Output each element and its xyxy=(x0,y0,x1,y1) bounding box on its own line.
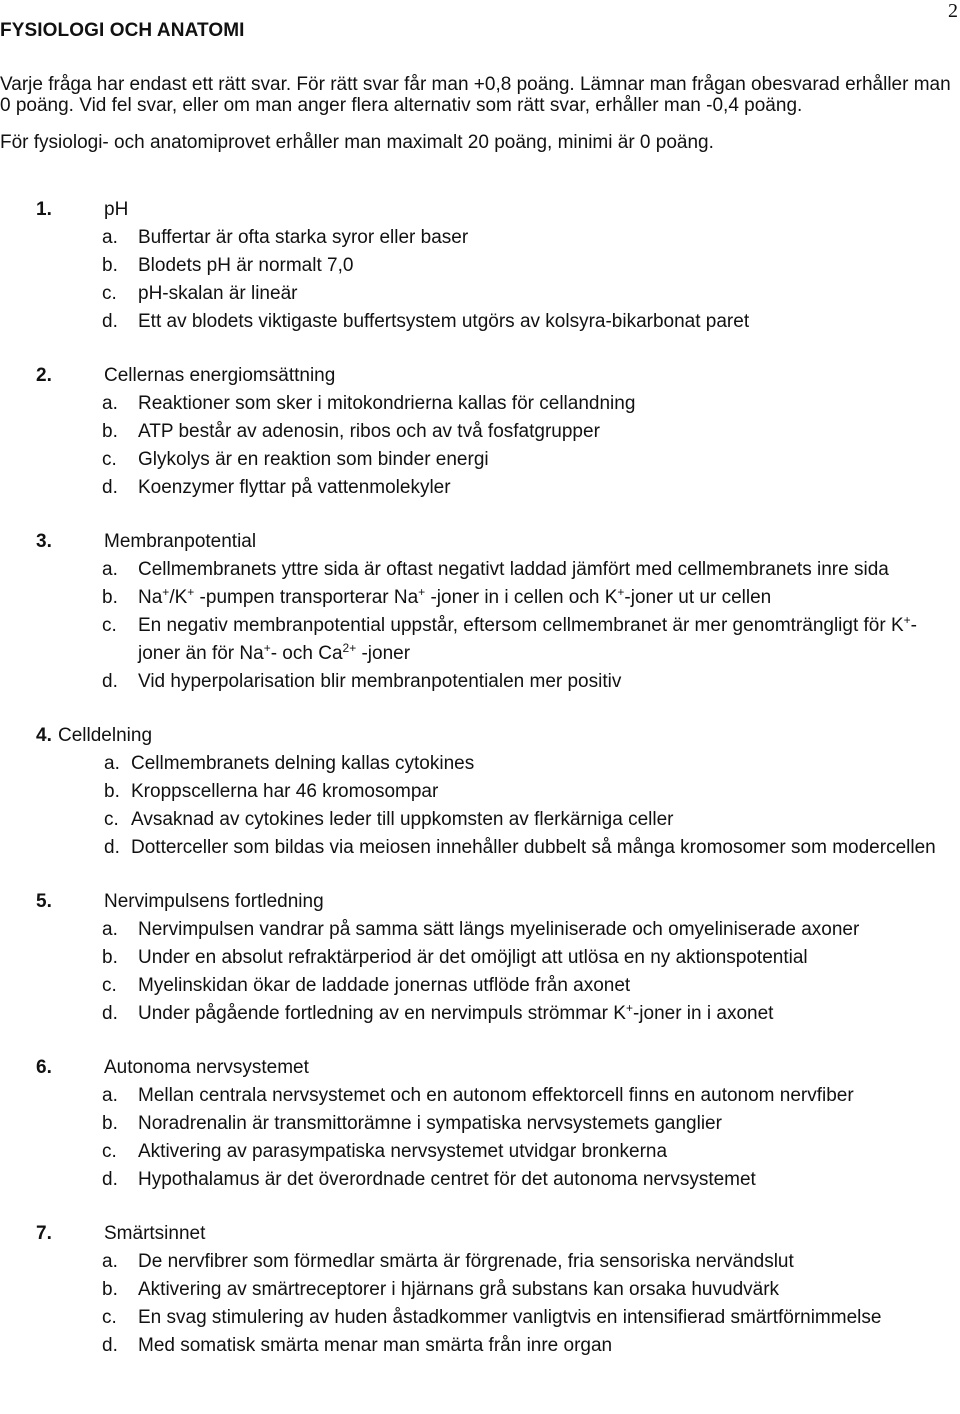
option-text: pH-skalan är lineär xyxy=(138,283,298,304)
question-number: 3. xyxy=(36,531,52,552)
option-text-part: -pumpen transporterar Na xyxy=(194,587,419,608)
answer-option xyxy=(0,1138,960,1166)
answer-option xyxy=(0,252,960,280)
option-letter: d. xyxy=(102,311,118,332)
answer-option xyxy=(0,1304,960,1332)
option-letter: a. xyxy=(102,393,118,414)
instructions-scoring: Varje fråga har endast ett rätt svar. För rätt svar får man +0,8 poäng. Lämnar man frågan obesvarad erhåller man 0 poäng. Vid fel svar, eller om man anger flera alternativ som rätt svar, erhåller man -0,4 poäng. xyxy=(0,74,951,116)
option-letter: d. xyxy=(102,1003,118,1024)
answer-option xyxy=(0,944,960,972)
question-heading xyxy=(0,196,960,224)
option-letter: c. xyxy=(102,283,117,304)
answer-option xyxy=(0,584,960,612)
question-6 xyxy=(0,1054,960,1194)
option-text: De nervfibrer som förmedlar smärta är förgrenade, fria sensoriska nervändslut xyxy=(138,1251,794,1272)
option-letter: a. xyxy=(102,1085,118,1106)
answer-options xyxy=(0,390,960,502)
question-list xyxy=(0,196,960,1360)
question-number: 7. xyxy=(36,1223,52,1244)
option-letter: b. xyxy=(102,1113,118,1134)
question-number: 4. xyxy=(36,725,52,746)
answer-options xyxy=(0,224,960,336)
answer-options xyxy=(0,916,960,1028)
answer-option xyxy=(0,750,960,778)
question-number: 5. xyxy=(36,891,52,912)
question-title: Membranpotential xyxy=(104,531,257,552)
answer-option xyxy=(0,668,960,696)
option-letter: d. xyxy=(102,477,118,498)
question-4 xyxy=(0,722,960,862)
question-title: Autonoma nervsystemet xyxy=(104,1057,309,1078)
superscript-charge: + xyxy=(187,585,195,599)
option-text: Cellmembranets delning kallas cytokines xyxy=(131,753,475,774)
answer-option xyxy=(0,446,960,474)
answer-options xyxy=(0,556,960,696)
option-text: Avsaknad av cytokines leder till uppkomsten av flerkärniga celler xyxy=(131,809,674,830)
answer-option xyxy=(0,806,960,834)
option-letter: c. xyxy=(102,1307,117,1328)
question-title: Smärtsinnet xyxy=(104,1223,206,1244)
question-number: 6. xyxy=(36,1057,52,1078)
option-letter: a. xyxy=(102,1251,118,1272)
question-number: 2. xyxy=(36,365,52,386)
answer-option xyxy=(0,834,960,862)
option-text: Cellmembranets yttre sida är oftast negativt laddad jämfört med cellmembranets inre sida xyxy=(138,559,889,580)
option-letter: d. xyxy=(102,671,118,692)
option-text: Reaktioner som sker i mitokondrierna kallas för cellandning xyxy=(138,393,636,414)
answer-option xyxy=(0,308,960,336)
option-text-part: - och Ca xyxy=(270,643,343,664)
question-5 xyxy=(0,888,960,1028)
option-text: Med somatisk smärta menar man smärta från inre organ xyxy=(138,1335,613,1356)
option-letter: c. xyxy=(102,1141,117,1162)
answer-option xyxy=(0,972,960,1000)
option-text: ATP består av adenosin, ribos och av två fosfatgrupper xyxy=(138,421,600,442)
answer-option xyxy=(0,1276,960,1304)
question-heading xyxy=(0,888,960,916)
question-heading xyxy=(0,1220,960,1248)
option-letter: b. xyxy=(102,255,118,276)
superscript-charge: + xyxy=(903,613,911,627)
option-letter: b. xyxy=(102,421,118,442)
answer-options xyxy=(0,1082,960,1194)
answer-option xyxy=(0,556,960,584)
option-text: Hypothalamus är det överordnade centret för det autonoma nervsystemet xyxy=(138,1169,756,1190)
answer-option xyxy=(0,1332,960,1360)
option-text: Buffertar är ofta starka syror eller baser xyxy=(138,227,469,248)
option-text xyxy=(138,584,960,612)
instructions-max-points: För fysiologi- och anatomiprovet erhåller man maximalt 20 poäng, minimi är 0 poäng. xyxy=(0,132,714,153)
option-text: Dotterceller som bildas via meiosen innehåller dubbelt så många kromosomer som modercellen xyxy=(131,837,936,858)
option-text: Aktivering av smärtreceptorer i hjärnans grå substans kan orsaka huvudvärk xyxy=(138,1279,780,1300)
question-1 xyxy=(0,196,960,336)
answer-option xyxy=(0,1000,960,1028)
superscript-charge: + xyxy=(263,641,271,655)
option-text-part: -joner in i cellen och K xyxy=(425,587,618,608)
option-letter: b. xyxy=(102,947,118,968)
answer-option xyxy=(0,612,960,668)
option-text-part: -joner ut ur cellen xyxy=(624,587,772,608)
option-text xyxy=(138,612,960,668)
option-text-part: -joner xyxy=(356,643,411,664)
instructions xyxy=(0,74,955,153)
question-heading xyxy=(0,1054,960,1082)
superscript-charge: 2+ xyxy=(342,641,357,655)
option-text: Vid hyperpolarisation blir membranpotentialen mer positiv xyxy=(138,671,622,692)
question-heading xyxy=(0,722,960,750)
answer-option xyxy=(0,778,960,806)
option-letter: d. xyxy=(104,837,120,858)
option-text: Aktivering av parasympatiska nervsystemet utvidgar bronkerna xyxy=(138,1141,668,1162)
option-text-part: Na xyxy=(138,587,163,608)
superscript-charge: + xyxy=(617,585,625,599)
option-letter: b. xyxy=(102,1279,118,1300)
superscript-charge: + xyxy=(418,585,426,599)
answer-option xyxy=(0,224,960,252)
page-number: 2 xyxy=(948,0,958,22)
option-text: Noradrenalin är transmittorämne i sympatiska nervsystemets ganglier xyxy=(138,1113,722,1134)
option-text-part: En negativ membranpotential uppstår, eftersom cellmembranet är mer genomträngligt för K xyxy=(138,615,904,636)
option-letter: a. xyxy=(102,559,118,580)
option-text: Myelinskidan ökar de laddade jonernas utflöde från axonet xyxy=(138,975,631,996)
option-text-part: /K xyxy=(169,587,188,608)
option-letter: c. xyxy=(102,615,117,636)
answer-option xyxy=(0,1110,960,1138)
option-text: Under en absolut refraktärperiod är det omöjligt att utlösa en ny aktionspotential xyxy=(138,947,808,968)
answer-options xyxy=(0,1248,960,1360)
question-7 xyxy=(0,1220,960,1360)
option-letter: d. xyxy=(102,1335,118,1356)
option-letter: c. xyxy=(102,449,117,470)
answer-option xyxy=(0,916,960,944)
question-heading xyxy=(0,528,960,556)
option-letter: c. xyxy=(102,975,117,996)
superscript-charge: + xyxy=(625,1001,633,1015)
option-letter: a. xyxy=(102,919,118,940)
option-text-part: Under pågående fortledning av en nervimpuls strömmar K xyxy=(138,1003,626,1024)
option-letter: a. xyxy=(102,227,118,248)
option-text: Kroppscellerna har 46 kromosompar xyxy=(131,781,439,802)
option-letter: b. xyxy=(104,781,120,802)
superscript-charge: + xyxy=(162,585,170,599)
question-title: Cellernas energiomsättning xyxy=(104,365,336,386)
option-text: Mellan centrala nervsystemet och en autonom effektorcell finns en autonom nervfiber xyxy=(138,1085,854,1106)
answer-option xyxy=(0,1166,960,1194)
option-letter: d. xyxy=(102,1169,118,1190)
answer-option xyxy=(0,418,960,446)
option-text: Nervimpulsen vandrar på samma sätt längs myeliniserade och omyeliniserade axoner xyxy=(138,919,860,940)
option-text xyxy=(138,1000,960,1028)
answer-options xyxy=(0,750,960,862)
option-text: Koenzymer flyttar på vattenmolekyler xyxy=(138,477,451,498)
question-title: pH xyxy=(104,199,129,220)
question-title: Nervimpulsens fortledning xyxy=(104,891,324,912)
answer-option xyxy=(0,1082,960,1110)
option-text: Blodets pH är normalt 7,0 xyxy=(138,255,354,276)
question-heading xyxy=(0,362,960,390)
answer-option xyxy=(0,1248,960,1276)
option-text: En svag stimulering av huden åstadkommer vanligtvis en intensifierad smärtförnimmelse xyxy=(138,1307,882,1328)
question-3 xyxy=(0,528,960,696)
option-text: Glykolys är en reaktion som binder energi xyxy=(138,449,489,470)
option-letter: a. xyxy=(104,753,120,774)
answer-option xyxy=(0,280,960,308)
option-text-part: -joner än för Na xyxy=(138,615,917,664)
option-letter: b. xyxy=(102,587,118,608)
document-title: FYSIOLOGI OCH ANATOMI xyxy=(0,20,245,41)
option-letter: c. xyxy=(104,809,119,830)
option-text: Ett av blodets viktigaste buffertsystem utgörs av kolsyra-bikarbonat paret xyxy=(138,311,750,332)
question-2 xyxy=(0,362,960,502)
answer-option xyxy=(0,390,960,418)
question-title: Celldelning xyxy=(58,725,153,746)
question-number: 1. xyxy=(36,199,52,220)
answer-option xyxy=(0,474,960,502)
option-text-part: -joner in i axonet xyxy=(632,1003,774,1024)
